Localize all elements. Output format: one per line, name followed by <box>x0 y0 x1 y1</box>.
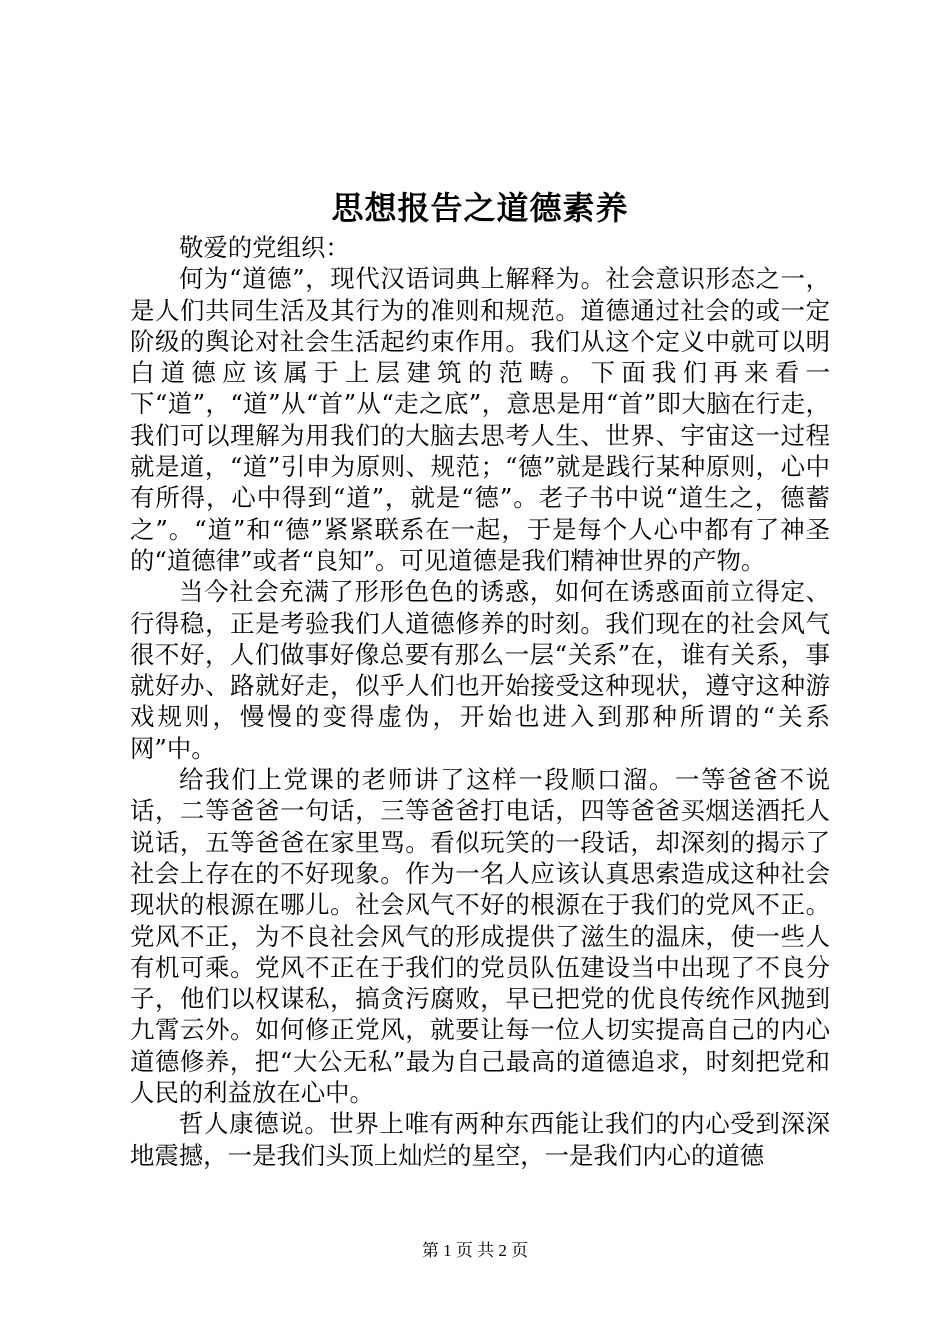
paragraph-4: 哲人康德说。世界上唯有两种东西能让我们的内心受到深深地震撼，一是我们头顶上灿烂的星空，一是我们内心的道德 <box>130 1109 830 1170</box>
paragraph-1: 何为“道德”，现代汉语词典上解释为。社会意识形态之一，是人们共同生活及其行为的准则和规范。道德通过社会的或一定阶级的舆论对社会生活起约束作用。我们从这个定义中就可以明白道德应该属于上层建筑的范畴。下面我们再来看一下“道”，“道”从“首”从“走之底”，意思是用“首”即大脑在行走，我们可以理解为用我们的大脑去思考人生、世界、宇宙这一过程就是道，“道”引申为原则、规范；“德”就是践行某种原则，心中有所得，心中得到“道”，就是“德”。老子书中说“道生之，德蓄之”。“道”和“德”紧紧联系在一起，于是每个人心中都有了神圣的“道德律”或者“良知”。可见道德是我们精神世界的产物。 <box>130 264 830 575</box>
page-footer: 第 1 页 共 2 页 <box>421 1241 529 1260</box>
paragraph-2: 当今社会充满了形形色色的诱惑，如何在诱惑面前立得定、行得稳，正是考验我们人道德修养的时刻。我们现在的社会风气很不好，人们做事好像总要有那么一层“关系”在，谁有关系，事就好办、路就好走，似乎人们也开始接受这种现状，遵守这种游戏规则，慢慢的变得虚伪，开始也进入到那种所谓的“关系网”中。 <box>130 577 830 763</box>
document-body <box>130 186 830 1171</box>
document-title: 思想报告之道德素养 <box>331 189 629 227</box>
salutation: 敬爱的党组织： <box>179 233 350 262</box>
paragraph-3: 给我们上党课的老师讲了这样一段顺口溜。一等爸爸不说话，二等爸爸一句话，三等爸爸打电话，四等爸爸买烟送酒托人说话，五等爸爸在家里骂。看似玩笑的一段话，却深刻的揭示了社会上存在的不好现象。作为一名人应该认真思索造成这种社会现状的根源在哪儿。社会风气不好的根源在于我们的党风不正。党风不正，为不良社会风气的形成提供了滋生的温床，使一些人有机可乘。党风不正在于我们的党员队伍建设当中出现了不良分子，他们以权谋私，搞贪污腐败，早已把党的优良传统作风抛到九霄云外。如何修正党风，就要让每一位人切实提高自己的内心道德修养，把“大公无私”最为自己最高的道德追求，时刻把党和人民的利益放在心中。 <box>130 765 830 1108</box>
